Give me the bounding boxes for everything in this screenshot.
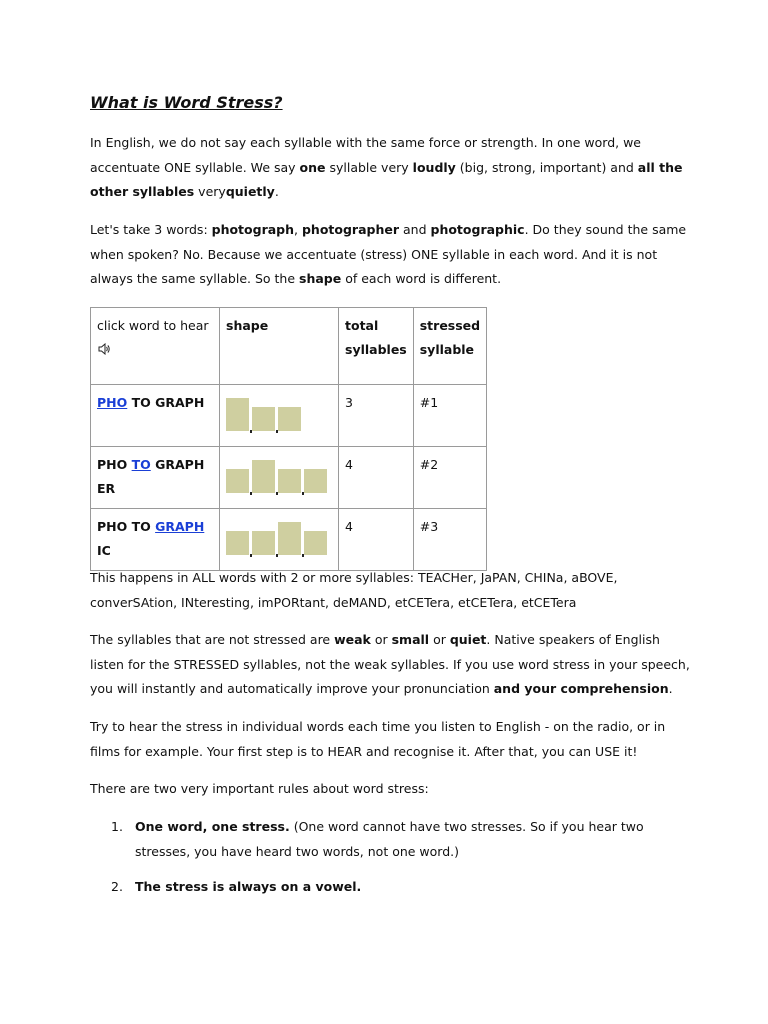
syllable-bar — [278, 407, 301, 431]
speaker-icon[interactable] — [98, 339, 110, 351]
intro-bold-one: one — [299, 159, 326, 175]
list-item — [90, 815, 690, 864]
small-bold: small — [391, 632, 430, 647]
example-text: and — [399, 222, 431, 237]
word-syllables: IC — [97, 543, 111, 558]
header-shape-cell — [220, 308, 339, 385]
rules-intro: There are two very important rules about word stress: — [90, 781, 429, 796]
syllable-divider — [250, 554, 252, 557]
word-shape: shape — [299, 271, 342, 286]
intro-text: (big, strong, important) and — [455, 159, 638, 175]
example-text: of each word is different. — [341, 271, 502, 286]
syllable-bar — [304, 531, 327, 555]
syllable-divider — [276, 430, 278, 433]
table-row — [91, 509, 487, 571]
rules-list — [90, 815, 690, 911]
word-photograph: photograph — [211, 222, 295, 237]
syllable-bar — [252, 407, 275, 431]
weak-bold: weak — [334, 632, 371, 647]
syllable-bar — [226, 531, 249, 555]
stressed-cell: #1 — [413, 385, 486, 447]
word-syllables: TO GRAPH — [127, 395, 205, 410]
intro-bold-loudly: loudly — [412, 159, 456, 175]
weak-text: or — [370, 632, 392, 647]
syllable-bar — [278, 469, 301, 493]
header-click-label: click word to hear — [97, 318, 209, 333]
header-click-cell — [91, 308, 220, 385]
syllable-divider — [302, 492, 304, 495]
syllable-audio-link[interactable]: GRAPH — [155, 519, 205, 534]
rule-number: 2. — [111, 879, 123, 894]
happens-paragraph: This happens in ALL words with 2 or more syllables: TEACHer, JaPAN, CHINa, aBOVE, converSAtion, INteresting, imPORtant, deMAND, etCETera, etCETera, etCETera — [90, 570, 618, 610]
weak-text: or — [429, 632, 450, 647]
syllable-divider — [276, 554, 278, 557]
syllable-bar — [226, 469, 249, 493]
rule-text: (One word cannot have two stresses. So if you hear two stresses, you have heard two words, not one word.) — [135, 819, 644, 859]
word-syllables: GRAPH ER — [97, 457, 205, 496]
header-stressed-label: stressed syllable — [419, 318, 481, 357]
intro-bold-other: all the other syllables — [90, 159, 683, 199]
header-total-label: total syllables — [345, 318, 407, 357]
syllable-divider — [250, 430, 252, 433]
shape-cell — [220, 385, 339, 447]
rule-bold: One word, one stress. — [135, 819, 290, 834]
stressed-syllable-bar — [226, 398, 249, 431]
example-text: , — [294, 222, 302, 237]
total-cell: 4 — [339, 447, 414, 509]
word-cell — [91, 447, 220, 509]
word-cell — [91, 385, 220, 447]
syllable-audio-link[interactable]: PHO — [97, 395, 128, 410]
table-header-row — [91, 308, 487, 385]
intro-bold-quietly: quietly — [225, 184, 275, 199]
syllable-bar — [252, 531, 275, 555]
stressed-cell: #3 — [413, 509, 486, 571]
word-cell — [91, 509, 220, 571]
intro-text: In English, we do not say each syllable with the same force or strength. In one word, we accentuate ONE syllable. We say — [90, 135, 642, 175]
stress-shape — [226, 453, 332, 493]
example-paragraph — [90, 218, 690, 292]
header-stressed-cell — [413, 308, 486, 385]
word-photographic: photographic — [430, 222, 525, 237]
header-shape-label: shape — [226, 318, 269, 333]
word-photographer: photographer — [301, 222, 400, 237]
example-text: Let's take 3 words: — [90, 222, 212, 237]
stress-shape — [226, 515, 332, 555]
syllable-bar — [304, 469, 327, 493]
word-syllables: PHO — [97, 457, 132, 472]
shape-cell — [220, 509, 339, 571]
syllable-divider — [250, 492, 252, 495]
shape-cell — [220, 447, 339, 509]
comprehension-bold: and your comprehension — [493, 681, 669, 696]
weak-text: . — [668, 681, 673, 696]
try-hear-paragraph: Try to hear the stress in individual words each time you listen to English - on the radio, or in films for example. Your first step is to HEAR and recognise it. After that, you can USE it! — [90, 719, 666, 759]
intro-paragraph — [90, 131, 690, 205]
table-row — [91, 385, 487, 447]
stressed-syllable-bar — [278, 522, 301, 555]
stress-shape — [226, 391, 332, 431]
rule-bold: The stress is always on a vowel. — [135, 879, 362, 894]
total-cell: 3 — [339, 385, 414, 447]
weak-text: The syllables that are not stressed are — [90, 632, 335, 647]
total-cell: 4 — [339, 509, 414, 571]
header-total-cell — [339, 308, 414, 385]
intro-text: syllable very — [325, 159, 413, 175]
word-syllables: PHO TO — [97, 519, 156, 534]
word-shape-table — [90, 307, 487, 571]
syllable-divider — [302, 554, 304, 557]
table-row — [91, 447, 487, 509]
quiet-bold: quiet — [449, 632, 487, 647]
stressed-cell: #2 — [413, 447, 486, 509]
weak-paragraph — [90, 628, 690, 702]
list-item — [90, 875, 690, 900]
syllable-audio-link[interactable]: TO — [131, 457, 151, 472]
page-title: What is Word Stress? — [90, 93, 283, 112]
intro-text: . — [274, 184, 279, 199]
syllable-divider — [276, 492, 278, 495]
weak-text: . Native speakers of English listen for the STRESSED syllables, not the weak syllables. If you use word stress in your speech, you will instantly and automatically improve your pronunciation — [90, 632, 690, 696]
example-text: . Do they sound the same when spoken? No. Because we accentuate (stress) ONE syllable in each word. And it is not always the same syllable. So the — [90, 222, 687, 286]
stressed-syllable-bar — [252, 460, 275, 493]
rule-number: 1. — [111, 819, 123, 834]
intro-text: very — [194, 184, 226, 199]
